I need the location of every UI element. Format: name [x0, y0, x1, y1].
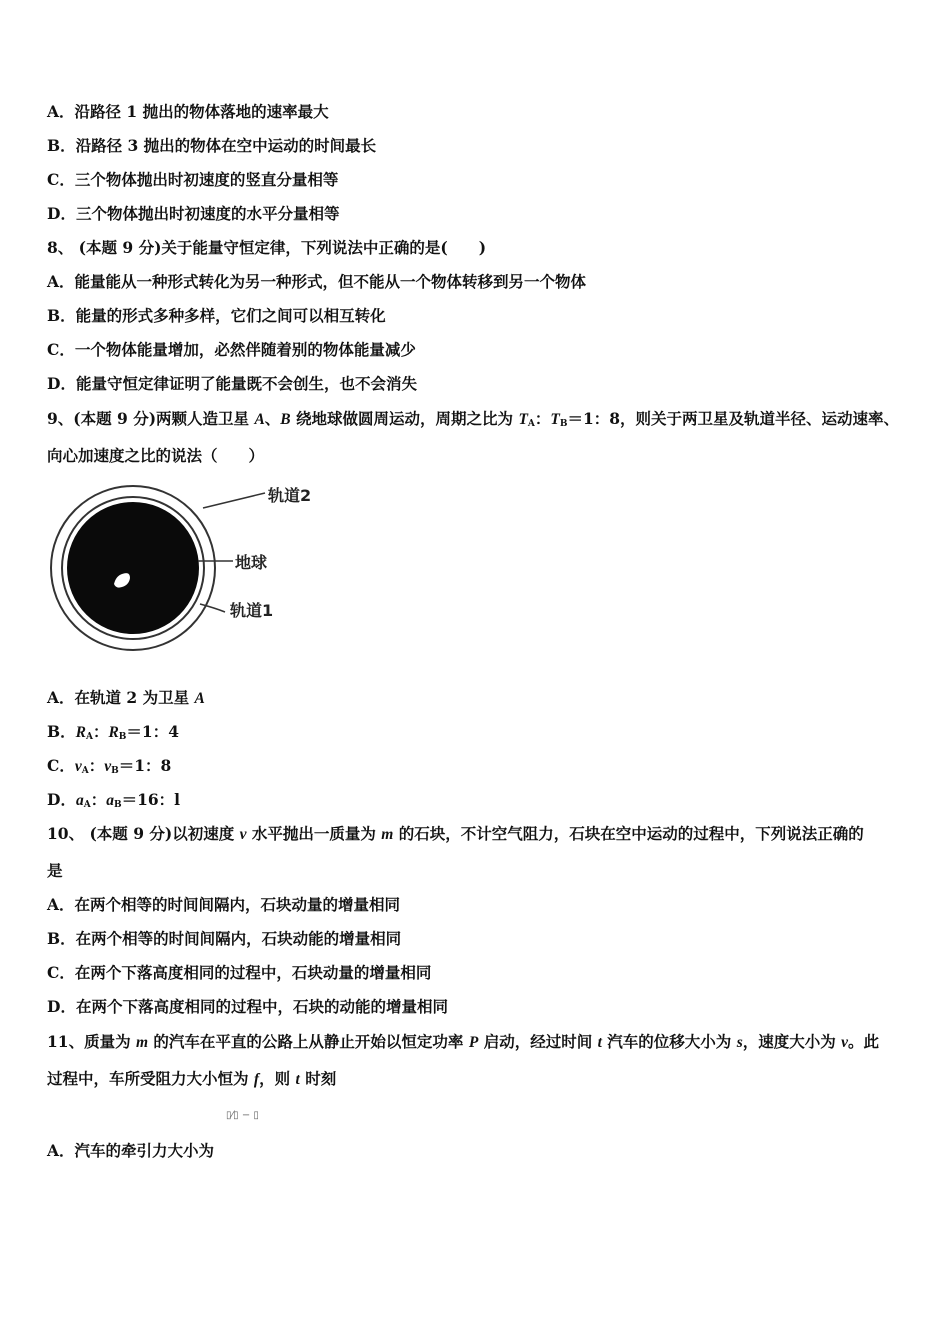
q10-option-d: D．在两个下落高度相同的过程中，石块的动能的增量相同 [47, 997, 448, 1016]
q10-option-b: B．在两个相等的时间间隔内，石块动能的增量相同 [47, 929, 402, 948]
q9-option-b: B．$R_A$：$R_B=1$：4 [47, 722, 179, 742]
orbit2-leader [203, 493, 265, 508]
q8-option-b: B．能量的形式多种多样，它们之间可以相互转化 [47, 306, 386, 325]
q8-option-d: D．能量守恒定律证明了能量既不会创生，也不会消失 [47, 374, 417, 393]
q9-option-d: D．$a_A$：$a_B=16$：l [47, 790, 181, 810]
earth [67, 502, 199, 634]
q10-option-a: A．在两个相等的时间间隔内，石块动量的增量相同 [47, 895, 401, 914]
q11-option-a: A．汽车的牵引力大小为 [47, 1141, 215, 1160]
formula-placeholder: ▯⁄▯ − ▯ [226, 1110, 259, 1121]
q10-stem-line2: 是 [47, 861, 63, 880]
q7-option-d: D．三个物体抛出时初速度的水平分量相等 [47, 204, 340, 223]
earth-label: 地球 [235, 553, 268, 572]
q9-option-a: A．在轨道 2 为卫星 A [47, 688, 205, 707]
q8-option-c: C．一个物体能量增加，必然伴随着别的物体能量减少 [47, 340, 416, 359]
q10-option-c: C．在两个下落高度相同的过程中，石块动量的增量相同 [47, 963, 432, 982]
q9-option-c: C．$v_A$：$v_B=1$：8 [47, 756, 172, 776]
orbit1-label: 轨道1 [230, 601, 274, 620]
q11-stem-line2: 过程中，车所受阻力大小恒为 f，则 t 时刻 [47, 1069, 337, 1088]
q9-stem-line1: 9、(本题 9 分)两颗人造卫星 A、B 绕地球做圆周运动，周期之比为 $T_A$：$T_B=1$：8，则关于两卫星及轨道半径、运动速率、 [47, 409, 900, 429]
q8-stem: 8、 (本题 9 分)关于能量守恒定律，下列说法中正确的是( ) [47, 238, 487, 257]
q10-stem-line1: 10、 (本题 9 分)以初速度 v 水平抛出一质量为 m 的石块，不计空气阻力，石块在空中运动的过程中，下列说法正确的 [47, 824, 864, 843]
q7-option-a: A．沿路径 1 抛出的物体落地的速率最大 [47, 102, 329, 121]
q7-option-b: B．沿路径 3 抛出的物体在空中运动的时间最长 [47, 136, 377, 155]
q8-option-a: A．能量能从一种形式转化为另一种形式，但不能从一个物体转移到另一个物体 [47, 272, 587, 291]
q11-stem-line1: 11、质量为 m 的汽车在平直的公路上从静止开始以恒定功率 P 启动，经过时间 t 汽车的位移大小为 s，速度大小为 v。此 [47, 1032, 880, 1051]
orbit2-label: 轨道2 [268, 486, 312, 505]
q9-stem-line2: 向心加速度之比的说法（ ） [47, 446, 265, 465]
q7-option-c: C．三个物体抛出时初速度的竖直分量相等 [47, 170, 339, 189]
